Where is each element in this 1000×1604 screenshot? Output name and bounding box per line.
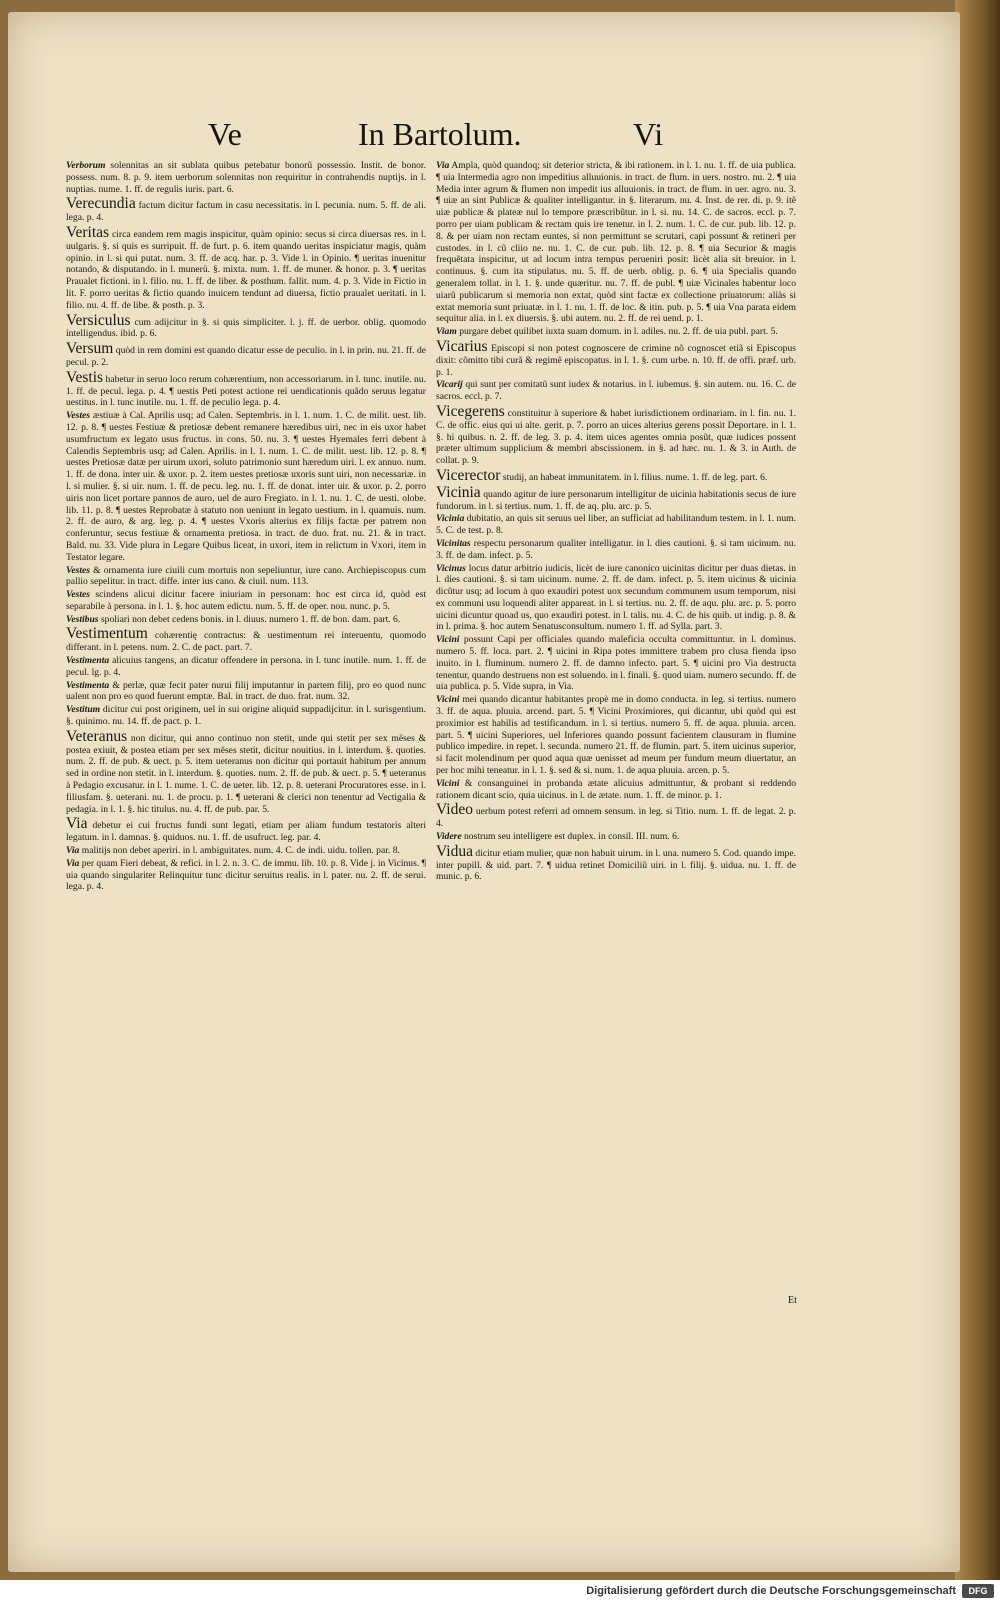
dfg-logo: DFG xyxy=(962,1584,994,1598)
index-entry xyxy=(66,845,426,857)
entry-headword: Viam xyxy=(436,326,457,338)
entry-headword: Vicinus xyxy=(436,562,466,574)
entry-headword: Vestis xyxy=(66,368,104,386)
entry-text: purgare debet quilibet iuxta suam domum. in l. adiles. nu. 2. ff. de uia publ. part. 5. xyxy=(459,326,778,338)
entry-headword: Verecundia xyxy=(66,195,136,213)
entry-headword: Vestes xyxy=(66,410,90,422)
entry-text: dubitatio, an quis sit seruus uel liber, an sufficiat ad habilitandum testem. in l. 1. num. 5. C. de test. p. 8. xyxy=(436,513,796,537)
entry-headword: Vestimenta xyxy=(66,655,110,667)
index-entry xyxy=(66,565,426,589)
entry-headword: Vicinia xyxy=(436,513,465,525)
entry-text: quòd in rem domini est quando dicatur esse de peculio. in l. in prin. nu. 21. ff. de pecul. p. 2. xyxy=(66,345,426,368)
footer-bar xyxy=(0,1580,1000,1604)
index-entry xyxy=(66,313,426,341)
entry-text: habetur in seruo loco rerum cohærentium, non accessoriarum. in l. tunc. inutile. nu. 1. ff. de pecul. lega. p. 4. ¶ uestis Peti potest actione rei uendicationis quãdo seruus legatur uestitus. in l. tunc inutile. nu. 1. ff. de peculio lega. p. 4. xyxy=(66,373,426,409)
book-page xyxy=(8,12,960,1572)
entry-text: qui sunt per comitatũ sunt iudex & notarius. in l. iubemus. §. sin autem. nu. 16. C. de sacros. eccl. p. 7. xyxy=(436,379,796,403)
entry-text: spoliari non debet cedens bonis. in l. diuus. numero 1. ff. de bon. dam. part. 6. xyxy=(100,613,401,625)
entry-text: factum dicitur factum in casu necessitatis. in l. pecunia. num. 5. ff. de ali. lega. p. 4. xyxy=(66,200,426,224)
funding-notice: Digitalisierung gefördert durch die Deutsche Forschungsgemeinschaft xyxy=(586,1585,956,1597)
entry-headword: Vestes xyxy=(66,564,90,576)
entry-headword: Vicini xyxy=(436,777,460,789)
entry-text: Ampla, quòd quandoq; sit deterior stricta, & ibi rationem. in l. 1. nu. 1. ff. de uia publica. ¶ uia Intermedia agro non impeditius alluuionis. in tract. de flum. in uers. nostro. nu. 2. ¶ uia Media inter agrum & flumen non impedit ius alluuionis. in tract. de flum. in uer. agro. nu. 3. ¶ uiæ an sint Publicæ & qualiter intelligantur. in §. literarum. nu. 4. Inst. de rer. di. p. 9. itẽ uiæ publicæ & plateæ nul lo tempore præscribũtur. in l. si. nu. 14. C. de sacros. eccl. p. 7. porro per uiam publicam & rectam quis ire tenetur. in l. 2. num. 1. C. de cur. pub. lib. 12. p. 8. & per uiam non rectam euntes, si non permittunt se scrutari, capi possunt & retineri per custodes. in l. cũ cliio ne. nu. 1. C. de cur. pub. lib. 12. p. 8. ¶ uia Securior & magis frequẽtata inspicitur, ut ad locum intra tempus perueniri posit: licèt alia sit breuior. in l. continuus. §. cum ita stipulatus. nu. 5. ff. de uerb. oblig. p. 6. ¶ uia Specialis quando generalem tollat. in l. 1. §. unde quæritur. nu. 7. ff. de publ. ¶ uiæ Vicinales habentur loco uiarũ publicarum si memoria non extat, quòd sint factæ ex collectione priuatorum: aliàs si extat memoria sunt priuatæ. in l. 1. nu. 1. ff. de loc. & itin. pub. p. 5. ¶ uia Vna parata eidem sequitur alia. in l. ex diuersis. §. ubi autem. nu. 2. ff. de rei uend. p. 1. xyxy=(436,160,796,325)
entry-headword: Via xyxy=(66,845,80,857)
index-entry xyxy=(66,341,426,369)
index-entry xyxy=(436,563,796,634)
index-entry xyxy=(436,513,796,537)
entry-headword: Vidua xyxy=(436,842,473,860)
book-spine xyxy=(955,0,1000,1604)
entry-text: studij, an habeat immunitatem. in l. filius. nume. 1. ff. de leg. part. 6. xyxy=(502,471,768,483)
entry-text: cum adijcitur in §. si quis simpliciter. l. j. ff. de uerbor. oblig. quomodo intelligendus. ibid. p. 6. xyxy=(66,316,426,340)
index-entry xyxy=(436,634,796,693)
entry-headword: Vicini xyxy=(436,634,460,646)
index-entry xyxy=(66,655,426,679)
running-header xyxy=(8,112,960,157)
index-entry xyxy=(436,802,796,830)
index-entry xyxy=(66,614,426,626)
entry-headword: Vicini xyxy=(436,694,460,706)
header-title: In Bartolum. xyxy=(358,116,522,152)
entry-text: constituitur à superiore & habet iurisdictionem ordinariam. in l. fin. nu. 1. C. de offic. eius qui ui alte. gerit. p. 7. porro an uices alterius gerens possit Deportare. in l. 1. §. hi quibus. n. 2. ff. de leg. 3. p. 4. item uices agentes omnia posũt, quæ iudices possent præter ultimum supplicium & membri abscissionem. in §. ad hæc. nu. 1. & 3. in Auth. de collat. p. 9. xyxy=(436,407,796,467)
entry-text: æstiuæ à Cal. Aprilis usq; ad Calen. Septembris. in l. 1. num. 1. C. de milit. uest. lib. 12. p. 8. ¶ uestes Festiuæ & pretiosæ debent remanere hæredibus uiri, nec in eis uxor habet usumfructum ex legato usus fructus. in cons. 50. nu. 3. ¶ uestes Hyemales ferri debent à Calendis Septembris usq; ad Calen. Aprilis. in l. 1. num. 1. C. de milit. uest. lib. 12. p. 8. ¶ uestes Pretiosæ datæ per uirum uxori, soluto patrimonio sunt hæredum uiri. l. ex annuo. num. 1. ff. de dona. inter uir. & uxor. p. 2. item uestes pretiosæ uxoris sunt uiri, non necessariæ. in l. si mulier. §. si uir. num. 1. ff. de pecu. leg. nu. 1. ff. de donat. inter uir. & uxor. p. 2. porro uiris non licet portare pannos de auro, uel de auro Fregiato. in l. 1. nu. 1. C. de uesti. olobe. lib. 11. p. 8. ¶ uestes Reprobatæ à statuto non ueniunt in legato uestium. in l. quamuis. num. 2. ff. de auro, & arg. leg. p. 4. ¶ uestes Vxoris alterius ex filijs factæ per patrem non conferuntur, secus festiuæ & ornamenta pretiosa. in tract. de duo. frat. nu. 21. & in tract. Bald. nu. 33. Vide plura in Legare Quibus liceat, in uxori, item in relictum in Vxori, item in Testator legare. xyxy=(66,410,426,563)
entry-text: per quam Fieri debeat, & refici. in l. 2. n. 3. C. de immu. lib. 10. p. 8. Vide j. in Vicinus. ¶ uia quando singulariter Relinquitur tunc dicitur seruitus realis. in l. pater. nu. 2. ff. de serui. lega. p. 4. xyxy=(66,857,426,893)
index-entry xyxy=(66,196,426,224)
entry-text: possunt Capi per officiales quando maleficia occulta committuntur. in l. dominus. numero 5. ff. loca. part. 2. ¶ uicini in Ripa potes immittere trabem pro clusa fienda ipso inuito. in l. fluminum. numero 2. ff. de damno infecto. part. 5. ¶ uicini pro Via destructa tenentur, quando destruens non est soluendo. in l. finali. §. quod uiam. numero secundo. ff. de uia publica. p. 5. Vide supra, in Via. xyxy=(436,634,796,693)
entry-text: Episcopi si non potest cognoscere de crimine nõ cognoscet etiã si Episcopus dixit: cõmitto tibi curã & regimẽ episcopatus. in l. 1. §. cum urbe. n. 10. ff. de offi. præf. urb. p. 1. xyxy=(436,342,796,378)
index-entry xyxy=(66,680,426,704)
entry-headword: Via xyxy=(66,815,88,833)
entry-text: dicitur etiam mulier, quæ non habuit uirum. in l. una. numero 5. Cod. quando impe. inter pupill. & uid. part. 7. ¶ uidua retinet Domiciliũ uiri. in l. filij. §. uidua. nu. 1. ff. de munic. p. 6. xyxy=(436,847,796,883)
entry-headword: Vicarij xyxy=(436,379,463,391)
index-entry xyxy=(66,729,426,816)
index-entry xyxy=(66,589,426,613)
entry-headword: Vicarius xyxy=(436,337,488,355)
entry-text: mei quando dicantur habitantes propè me in domo conducta. in leg. si tertius. numero 3. ff. de aqua. pluuia. arcend. part. 5. ¶ Vicini Proximiores, qui dicantur, ubi quòd qui est proximior est habilis ad testificandum. in l. si tertius. numero 5. ff. de aqua. pluuia. arcen. part. 5. ¶ uicini Superiores, uel Inferiores quando possunt facientem clausuram in flumine publico impedire. in repet. l. secunda. numero 21. ff. de flumin. part. 5. item uicinus superior, si facit molendinum per quod aqua quæ uenisset ad meum per fundum meum diuertatur, an per hoc mihi teneatur. in l. 1. §. sed & si. num. 1. de aqua pluuia. arcen. p. 5. xyxy=(436,694,796,777)
entry-headword: Video xyxy=(436,801,473,819)
entry-headword: Versum xyxy=(66,340,114,358)
entry-headword: Videre xyxy=(436,831,462,843)
index-entry xyxy=(66,160,426,195)
entry-headword: Vicinitas xyxy=(436,537,471,549)
right-column xyxy=(436,160,796,1310)
entry-headword: Vicegerens xyxy=(436,402,505,420)
entry-text: quando agitur de iure personarum intelligitur de uicinia habitationis secus de iure fundorum. in l. si tertius. num. 1. ff. de aq. plu. arc. p. 5. xyxy=(436,488,796,512)
entry-text: respectu personarum qualiter intelligatur. in l. dies cautioni. §. si tam uicinum. nu. 3. ff. de dam. infect. p. 5. xyxy=(436,537,796,561)
index-entry xyxy=(436,468,796,484)
entry-headword: Versiculus xyxy=(66,311,131,329)
entry-headword: Veteranus xyxy=(66,727,128,745)
entry-text: alicuius tangens, an dicatur offendere in persona. in l. tunc inutile. num. 1. ff. de pecul. lg. p. 4. xyxy=(66,655,426,678)
entry-text: & perlæ, quæ fecit pater nurui filij imputantur in partem filij, pro eo quod nunc ualent non pro eo quod fuerunt emptæ. Bal. in tract. de duo. frat. num. 32. xyxy=(66,679,426,703)
entry-headword: Via xyxy=(436,160,450,171)
index-entry xyxy=(436,485,796,513)
entry-headword: Vicerector xyxy=(436,466,501,484)
index-entry xyxy=(66,626,426,654)
entry-text: scindens alicui dicitur facere iniuriam in personam: hoc est circa id, quòd est separabile à persona. in l. 1. §. hoc autem edictu. num. 5. ff. de oper. nou. nunc. p. 5. xyxy=(66,589,426,612)
entry-headword: Verborum xyxy=(66,160,106,171)
entry-headword: Vestimentum xyxy=(66,625,148,643)
index-entry xyxy=(66,816,426,844)
index-entry xyxy=(66,225,426,312)
index-entry xyxy=(66,858,426,893)
index-entry xyxy=(436,160,796,325)
index-entry xyxy=(436,844,796,883)
catchword: Et xyxy=(788,1295,797,1306)
entry-headword: Vestibus xyxy=(66,613,99,625)
entry-headword: Vicinia xyxy=(436,483,481,501)
index-entry xyxy=(436,379,796,403)
index-entry xyxy=(436,538,796,562)
index-entry xyxy=(436,326,796,338)
entry-text: solennitas an sit sublata quibus petebatur bonorũ possessio. Instit. de bonor. possess. num. 8. p. 9. item uerborum solennitas non requiritur in contrahendis nuptijs. in l. nuptias. nume. 1. ff. de regulis iuris. part. 6. xyxy=(66,160,426,195)
entry-headword: Vestimenta xyxy=(66,679,110,691)
entry-text: dicitur cui post originem, uel in sui origine aliquid suppadijcitur. in l. surisgentium. §. quinimo. nu. 14. ff. de pact. p. 1. xyxy=(66,704,426,728)
entry-text: cohærentię contractus: & uestimentum rei interuentu, quomodo differant. in l. petens. num. 2. C. de pact. part. 7. xyxy=(66,630,426,654)
index-entry xyxy=(66,370,426,409)
index-entry xyxy=(436,778,796,802)
entry-headword: Via xyxy=(66,857,80,869)
header-left: Ve xyxy=(208,116,242,152)
index-entry xyxy=(436,339,796,378)
index-entry xyxy=(66,410,426,563)
index-entry xyxy=(436,404,796,467)
entry-text: circa eandem rem magis inspicitur, quàm opinio: secus si circa diuersas res. in l. uulgaris. §. si quis es surripuit. ff. de furt. p. 6. item quando ueritas inspiciatur magis, quàm opinio. in l. si qui putat. num. 3. ff. de acq. har. p. 3. Vide l. in Opinio. ¶ ueritas inuenitur notando, & disputando. in l. munerü. §. mixta. num. 1. ff. de muner. & honor. p. 3. ¶ ueritas Praualet fictioni. in l. filio. nu. 1. ff. de liber. & posthum. fallit. num. 4. p. 3. Vide in Fictio in lit. F. porro ueritas & fictio quando inuicem tendunt ad diuersa, fictio praualet ueritati. in l. filio. nu. 4. ff. de libe. & posth. p. 3. xyxy=(66,228,426,311)
entry-headword: Vestitum xyxy=(66,704,101,716)
header-right: Vi xyxy=(633,116,664,152)
entry-text: debetur ei cui fructus fundi sunt legati, etiam per aliam fundum testatoris alteri legatum. in l. damnas. §. quiduos. nu. 1. ff. de usufruct. leg. par. 4. xyxy=(66,820,426,844)
index-entry xyxy=(436,831,796,843)
entry-text: non dicitur, qui anno continuo non stetit, unde qui stetit per sex mẽses & postea exiuit, & postea etiam per sex mẽses stetit, dicitur nouitius. in l. interdum. §. quoties. num. 2. ff. de pub. & uect. p. 5. item ueteranus non dicitur qui portauit habitum per annum sed in ordine non stetit. in l. interdum. §. quoties. num. 2. ff. de pub. & uect. p. 5. ¶ ueteranus à Pedagio excusatur. in l. 1. nume. 1. C. de ueter. lib. 12. p. 8. ueterani Procuratores esse. in l. filiusfam. §. ueterani. nu. 1. de procu. p. 1. ¶ ueterani & clerici non tenentur ad Vectigalia & pedagia. in l. 1. §. hic titulus. nu. 4. ff. de pub. par. 5. xyxy=(66,732,426,815)
entry-text: & ornamenta iure ciuili cum mortuis non sepeliuntur, iure cano. Archiepiscopus cum pallio sepelitur. in tract. diffe. inter ius cano. & ciuil. num. 113. xyxy=(66,564,426,588)
entry-text: nostrum seu intelligere est duplex. in consil. III. num. 6. xyxy=(464,831,680,843)
entry-text: malitijs non debet aperiri. in l. ambiguitates. num. 4. C. de indi. uidu. tollen. par. 8. xyxy=(81,845,400,857)
entry-headword: Veritas xyxy=(66,223,110,241)
entry-text: uerbum potest referri ad omnem sensum. in leg. si Titio. num. 1. ff. de legat. 2. p. 4. xyxy=(436,806,796,830)
entry-text: locus datur arbitrio iudicis, licèt de iure canonico uicinitas dicitur per duas dietas. in l. dies cautioni. §. si tam uicinum. nume. 2. ff. de dam. infect. p. 5. item uicinus & uicinia dicũtur usq; ad locum à quo exaudiri potest uox secundum communem usum temporum, nisi ex communi usu loquendi aliter appareat. in l. si tertius. nu. 2. ff. de aqu. plu. arc. p. 5. porro uicini dicuntur quoad us, quo exaudiri potest. in l. talis. nu. 4. C. de his quib. ut indig. p. 8. & in l. prima. §. hoc autem Senatusconsultum. numero 1. ff. ad Sylla. part. 3. xyxy=(436,562,796,633)
left-column xyxy=(66,160,426,1310)
index-entry xyxy=(66,704,426,728)
entry-text: & consanguinei in probanda ætate alicuius admittuntur, & probant si reddendo rationem dicant scio, quia uicinus. in l. de ætate. num. 1. ff. de minor. p. 1. xyxy=(436,777,796,801)
entry-headword: Vestes xyxy=(66,589,90,601)
index-entry xyxy=(436,694,796,777)
